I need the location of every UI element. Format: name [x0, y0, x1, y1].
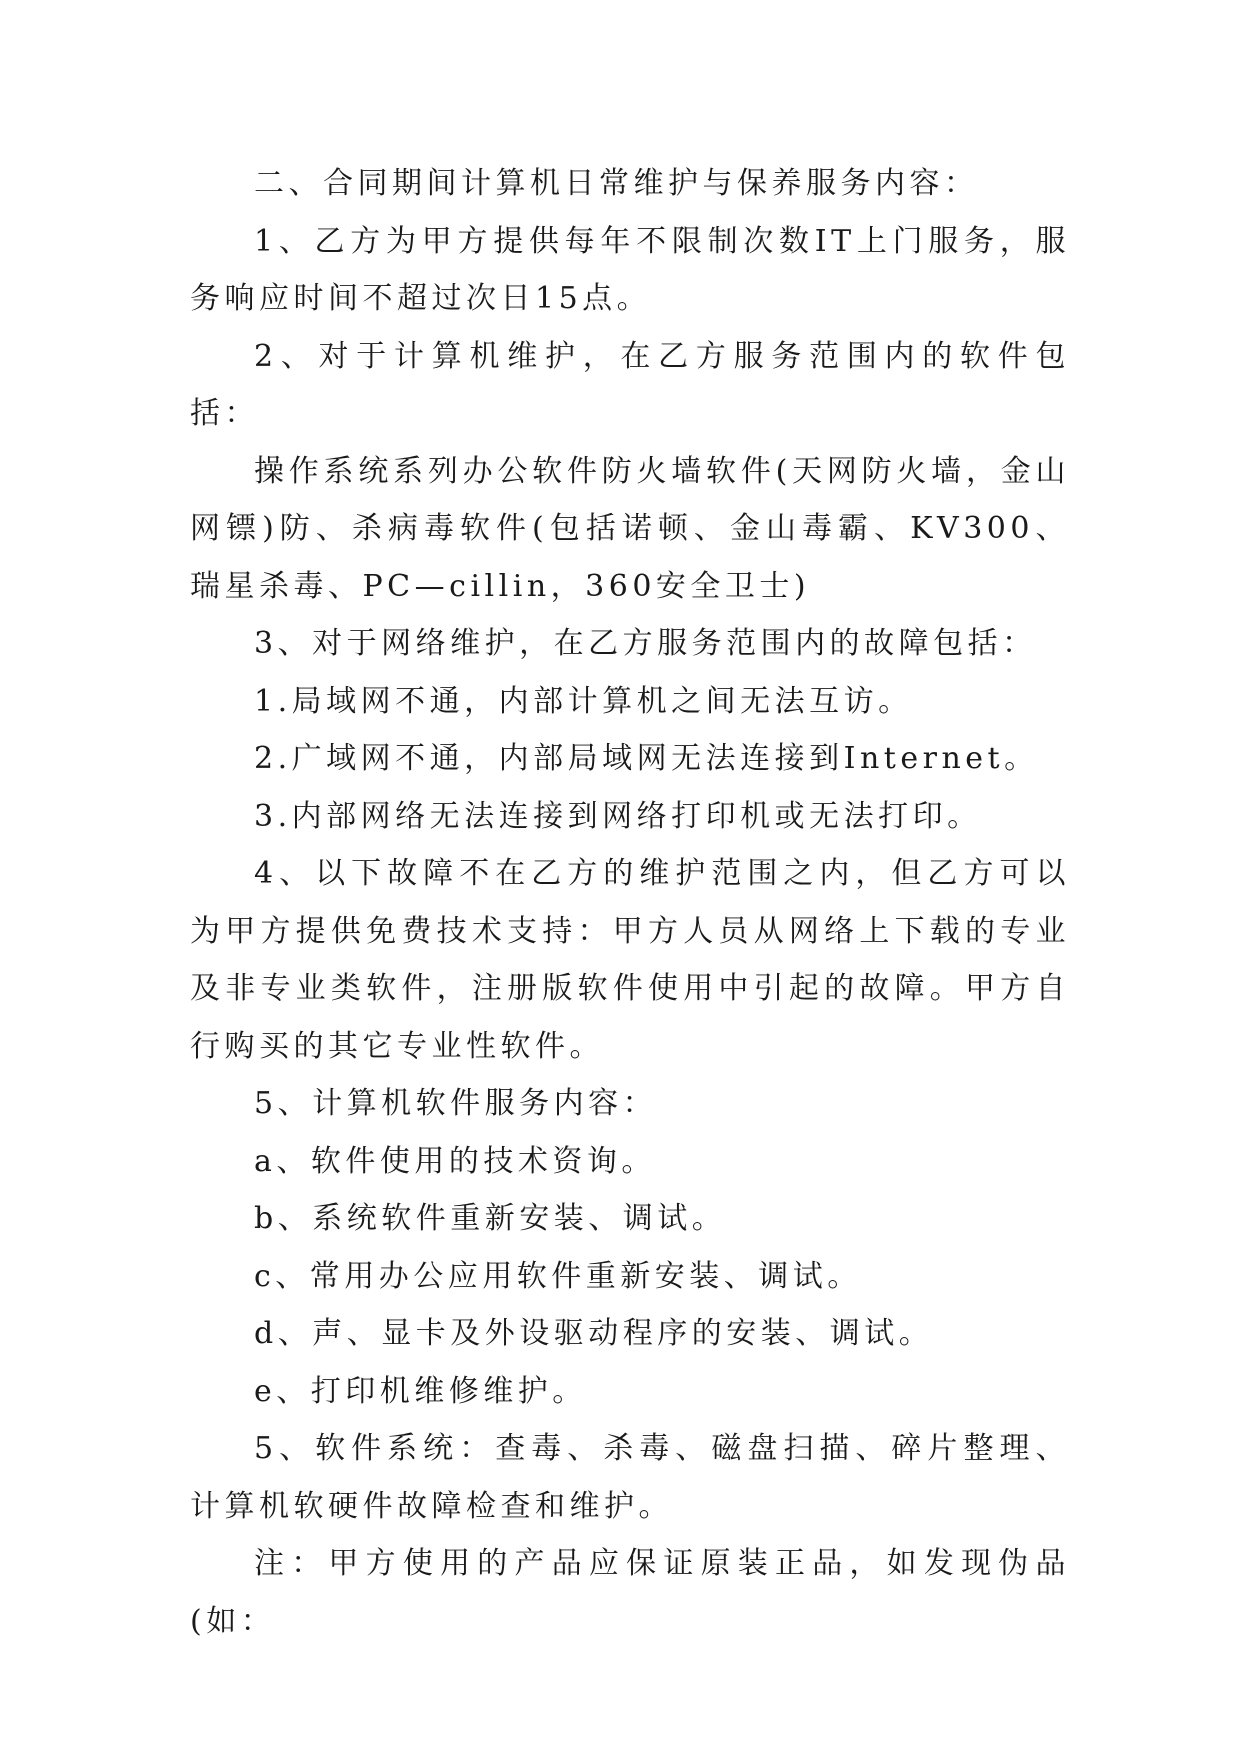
- list-item-printer-fault: 3.内部网络无法连接到网络打印机或无法打印。: [254, 798, 982, 834]
- list-item-wan-fault: 2.广域网不通，内部局域网无法连接到Internet。: [254, 741, 1039, 776]
- list-item-lan-fault: 1.局域网不通，内部计算机之间无法互访。: [254, 683, 913, 719]
- paragraph-item-4-exclusions: 4、以下故障不在乙方的维护范围之内，但乙方可以为甲方提供免费技术支持：甲方人员从网络上下载的专业及非专业类软件，注册版软件使用中引起的故障。甲方自行购买的其它专业性软件。: [190, 856, 1070, 1064]
- paragraph-note: 注：甲方使用的产品应保证原装正品，如发现伪品(如：: [190, 1546, 1070, 1639]
- paragraph-item-1-onsite-service: 1、乙方为甲方提供每年不限制次数IT上门服务，服务响应时间不超过次日15点。: [190, 223, 1070, 316]
- paragraph-item-5-software-service: 5、计算机软件服务内容：: [254, 1086, 658, 1121]
- paragraph-item-3-network-scope: 3、对于网络维护，在乙方服务范围内的故障包括：: [254, 626, 1037, 661]
- paragraph-software-list: 操作系统系列办公软件防火墙软件(天网防火墙，金山网镖)防、杀病毒软件(包括诺顿、金山毒霸、KV300、瑞星杀毒、PC—cillin，360安全卫士): [190, 453, 1070, 604]
- paragraph-item-2-software-scope: 2、对于计算机维护，在乙方服务范围内的软件包括：: [190, 338, 1070, 431]
- list-item-b-system-reinstall: b、系统软件重新安装、调试。: [254, 1201, 727, 1236]
- list-item-c-office-reinstall: c、常用办公应用软件重新安装、调试。: [254, 1258, 862, 1294]
- list-item-e-printer-repair: e、打印机维修维护。: [254, 1373, 587, 1409]
- list-item-d-driver-install: d、声、显卡及外设驱动程序的安装、调试。: [254, 1316, 934, 1351]
- list-item-a-consulting: a、软件使用的技术资询。: [254, 1143, 656, 1179]
- document-body: [190, 155, 1070, 1650]
- paragraph-item-5-software-system: 5、软件系统：查毒、杀毒、磁盘扫描、碎片整理、计算机软硬件故障检查和维护。: [190, 1431, 1070, 1524]
- section-heading-service-content: 二、合同期间计算机日常维护与保养服务内容：: [254, 166, 979, 201]
